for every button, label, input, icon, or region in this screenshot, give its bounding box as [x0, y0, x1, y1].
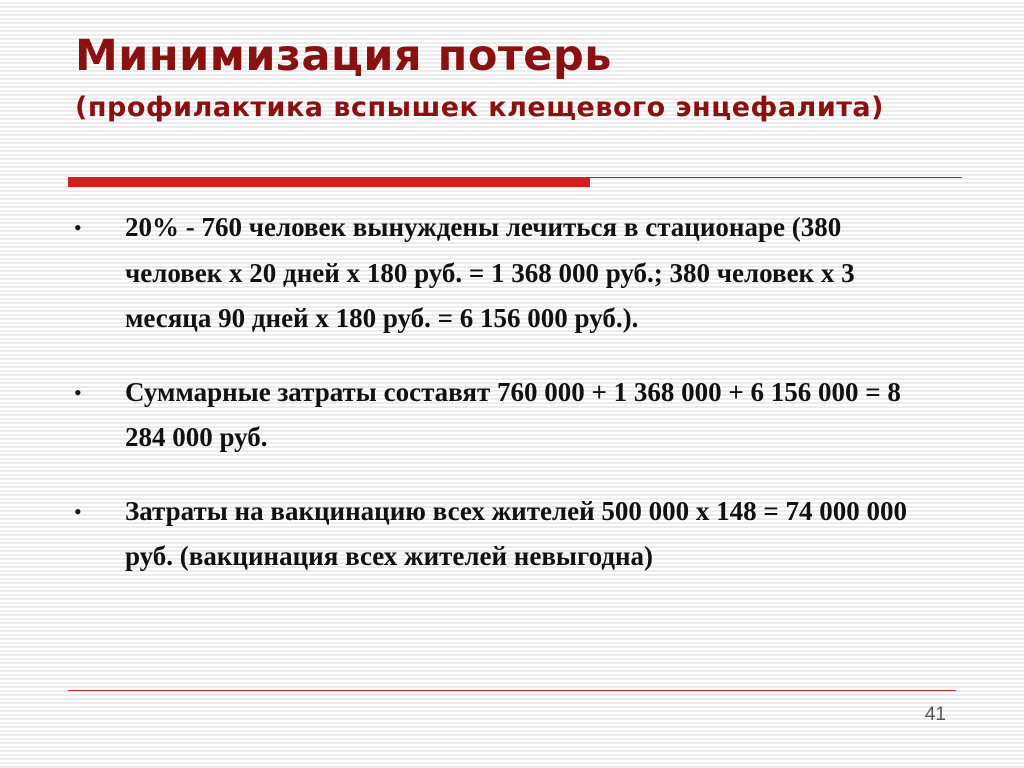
bullet-item — [0, 489, 945, 580]
bullet-icon: • — [74, 215, 82, 240]
title-accent-bar — [68, 177, 590, 187]
bullet-text: Суммарные затраты составят 760 000 + 1 368 000 + 6 156 000 = 8 284 000 руб. — [125, 376, 901, 452]
bullet-icon: • — [74, 498, 82, 524]
bullet-item — [0, 205, 945, 342]
slide-subtitle: (профилактика вспышек клещевого энцефалита) — [75, 92, 884, 123]
bullet-text: 20% - 760 человек вынуждены лечиться в стационаре (380 человек x 20 дней x 180 руб. = 1 368 000 руб.; 380 человек x 3 месяца 90 дней x 180 руб. = 6 156 000 руб.). — [125, 212, 855, 333]
bullet-text: Затраты на вакцинацию всех жителей 500 000 х 148 = 74 000 000 руб. (вакцинация всех жителей невыгодна) — [125, 495, 908, 571]
bullet-item — [0, 370, 945, 461]
page-number: 41 — [924, 704, 946, 725]
slide-title: Минимизация потерь — [75, 31, 612, 81]
title-accent-line — [590, 177, 962, 178]
footer-line — [68, 690, 956, 691]
bullet-icon: • — [74, 379, 82, 405]
bullet-list — [0, 205, 1024, 608]
